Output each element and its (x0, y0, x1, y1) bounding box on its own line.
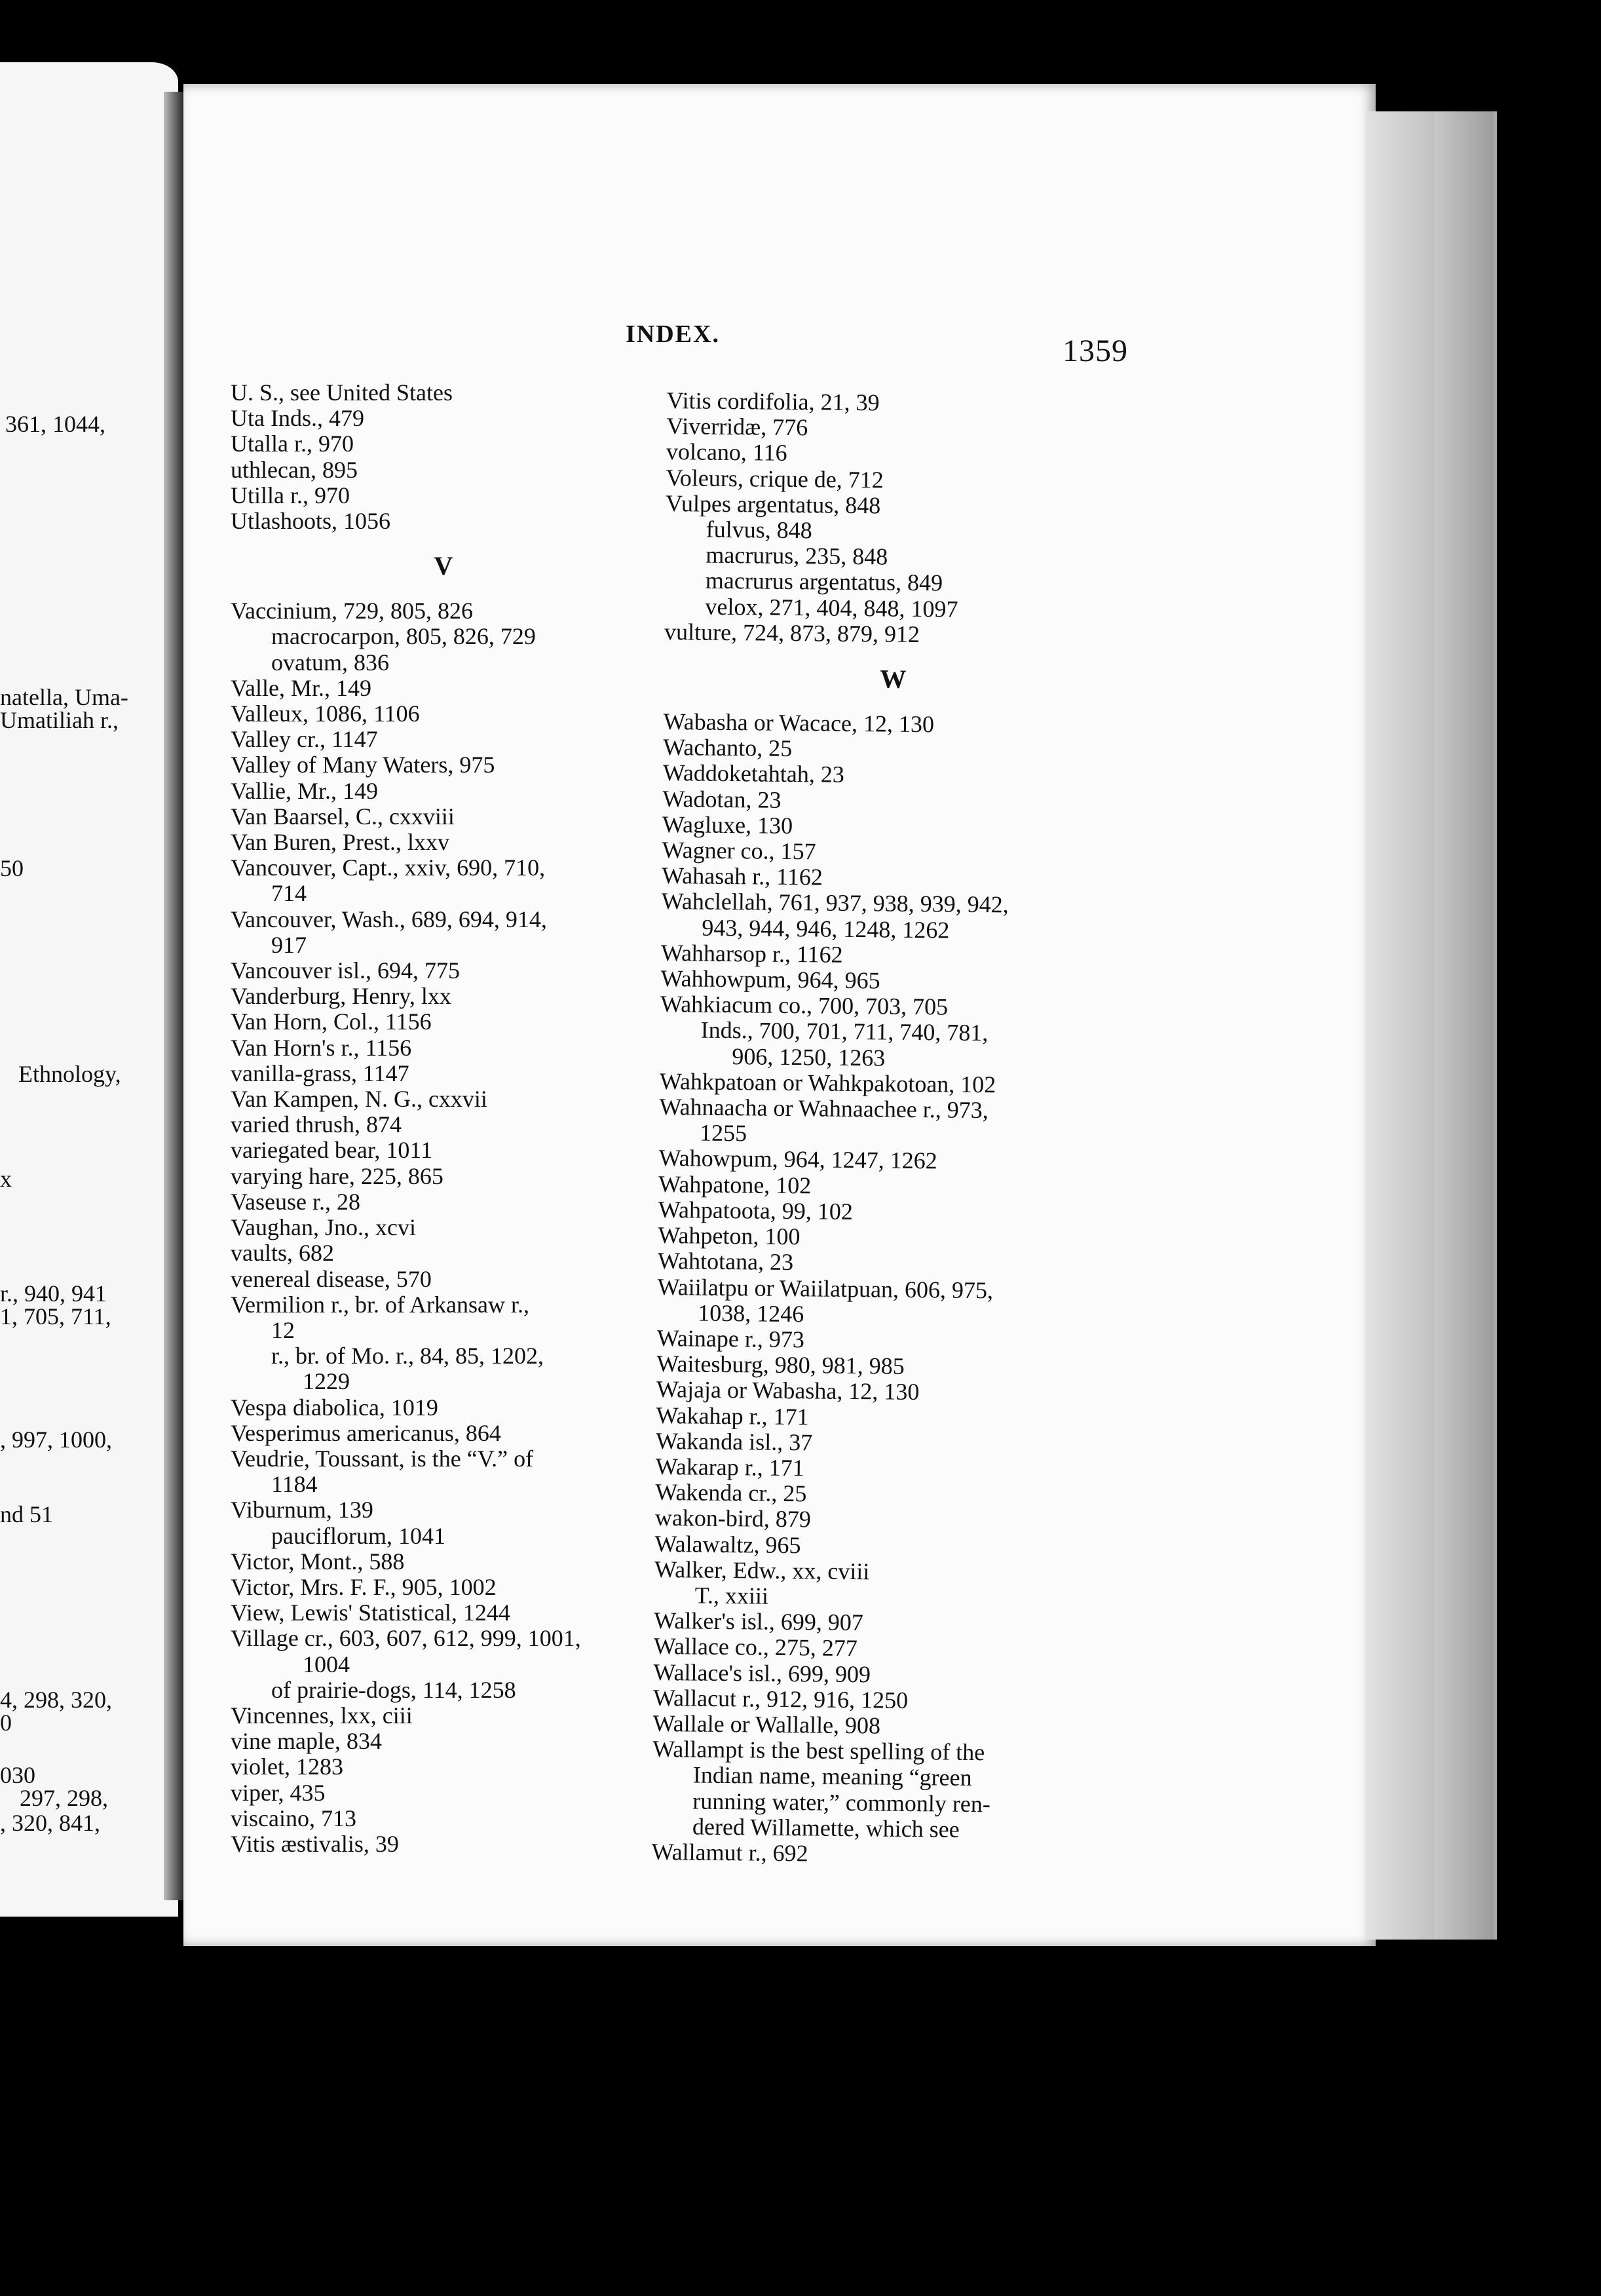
index-entry: Wabasha or Wacace, 12, 130 (663, 708, 935, 738)
index-entry: Waitesburg, 980, 981, 985 (656, 1350, 905, 1379)
index-entry: Veudrie, Toussant, is the “V.” of (231, 1445, 534, 1472)
index-entry: Wallacut r., 912, 916, 1250 (652, 1684, 909, 1713)
index-entry: Wahpeton, 100 (658, 1222, 800, 1250)
index-entry: Wallace co., 275, 277 (653, 1633, 858, 1662)
index-entry: volcano, 116 (666, 438, 787, 467)
index-subentry: 1229 (303, 1368, 350, 1395)
index-entry: varied thrush, 874 (231, 1111, 402, 1138)
facing-page (0, 62, 178, 1917)
index-subentry: 1004 (303, 1651, 350, 1677)
index-subentry: pauciflorum, 1041 (271, 1522, 445, 1549)
index-subentry: T., xxiii (694, 1582, 769, 1609)
index-subentry: 917 (271, 931, 307, 958)
index-subentry: 12 (271, 1316, 295, 1343)
index-entry: Wallamut r., 692 (651, 1838, 808, 1867)
index-subentry: 943, 944, 946, 1248, 1262 (702, 914, 950, 944)
index-entry: Valley of Many Waters, 975 (231, 752, 495, 778)
index-subentry: r., br. of Mo. r., 84, 85, 1202, (271, 1343, 544, 1369)
index-entry: Van Buren, Prest., lxxv (231, 829, 449, 856)
facing-page-fragment: 4, 298, 320, (0, 1687, 112, 1713)
index-subentry: Indian name, meaning “green (692, 1761, 972, 1791)
index-entry: Walawaltz, 965 (654, 1530, 801, 1558)
index-entry: Wagluxe, 130 (662, 811, 793, 839)
index-entry: View, Lewis' Statistical, 1244 (231, 1599, 510, 1626)
index-subentry: macrocarpon, 805, 826, 729 (271, 623, 536, 650)
index-entry: Wakenda cr., 25 (655, 1479, 807, 1507)
index-entry: Viburnum, 139 (231, 1497, 373, 1523)
facing-page-fragment: 361, 1044, (5, 411, 105, 437)
index-subentry: 1184 (271, 1471, 318, 1498)
index-entry: Wakahap r., 171 (656, 1402, 809, 1430)
index-entry: Wakarap r., 171 (655, 1453, 804, 1482)
index-subentry: 714 (271, 880, 307, 907)
section-letter: W (880, 664, 907, 694)
facing-page-fragment: nd 51 (0, 1501, 53, 1527)
index-column-left (231, 380, 656, 1857)
index-entry: Utlashoots, 1056 (231, 508, 391, 535)
index-entry: Wahpatoota, 99, 102 (658, 1196, 854, 1225)
index-entry: vine maple, 834 (231, 1728, 382, 1755)
index-entry: Vaughan, Jno., xcvi (231, 1214, 416, 1241)
index-entry: venereal disease, 570 (231, 1265, 432, 1292)
page-title: INDEX. (626, 320, 720, 348)
facing-page-fragment: Ethnology, (18, 1061, 121, 1087)
index-entry: viper, 435 (231, 1779, 326, 1806)
index-entry: Valley cr., 1147 (231, 726, 378, 753)
index-entry: Vancouver, Wash., 689, 694, 914, (231, 906, 547, 932)
index-subentry: macrurus, 235, 848 (706, 541, 888, 570)
index-subentry: macrurus argentatus, 849 (705, 567, 943, 596)
index-entry: varying hare, 225, 865 (231, 1162, 443, 1189)
index-entry: Vespa diabolica, 1019 (231, 1394, 438, 1421)
index-entry: Van Baarsel, C., cxxviii (231, 803, 455, 830)
index-entry: Walker's isl., 699, 907 (654, 1607, 864, 1636)
index-entry: Vallie, Mr., 149 (231, 777, 378, 804)
index-subentry: fulvus, 848 (706, 516, 812, 544)
index-entry: Waiilatpu or Waiilatpuan, 606, 975, (657, 1273, 994, 1303)
index-entry: Wagner co., 157 (662, 837, 816, 865)
page-number: 1359 (1063, 334, 1128, 368)
index-entry: Wahtotana, 23 (657, 1248, 794, 1276)
book-gutter (164, 92, 183, 1900)
index-subentry: 906, 1250, 1263 (732, 1043, 886, 1071)
index-entry: Waddoketahtah, 23 (662, 759, 845, 788)
index-entry: Vancouver, Capt., xxiv, 690, 710, (231, 854, 546, 881)
index-entry: Uta Inds., 479 (231, 405, 364, 432)
index-subentry: Inds., 700, 701, 711, 740, 781, (700, 1017, 989, 1046)
index-entry: Wahpatone, 102 (658, 1170, 812, 1199)
facing-page-fragment: 1, 705, 711, (0, 1303, 111, 1330)
facing-page-fragment: , 997, 1000, (0, 1426, 112, 1453)
facing-page-fragment: x (0, 1166, 12, 1192)
facing-page-fragment: r., 940, 941 (0, 1280, 107, 1307)
index-subentry: 1255 (699, 1119, 747, 1147)
index-entry: Wallampt is the best spelling of the (652, 1736, 985, 1766)
index-entry: Wadotan, 23 (662, 785, 782, 813)
index-entry: Wahhowpum, 964, 965 (660, 965, 880, 994)
index-column-right (651, 388, 1125, 1869)
index-entry: Wakanda isl., 37 (655, 1427, 813, 1456)
index-entry: Utilla r., 970 (231, 482, 350, 508)
index-subentry: running water,” commonly ren- (692, 1788, 991, 1817)
index-entry: uthlecan, 895 (231, 456, 358, 483)
facing-page-fragment: , 320, 841, (0, 1810, 100, 1836)
index-entry: Wahowpum, 964, 1247, 1262 (658, 1145, 937, 1174)
index-entry: Vanderburg, Henry, lxx (231, 983, 451, 1010)
index-entry: Valle, Mr., 149 (231, 674, 371, 701)
index-entry: vaults, 682 (231, 1240, 334, 1267)
facing-page-fragment: 0 (0, 1710, 12, 1736)
index-entry: Vaccinium, 729, 805, 826 (231, 598, 473, 624)
index-subentry: ovatum, 836 (271, 649, 389, 676)
index-entry: Wahharsop r., 1162 (660, 939, 843, 968)
index-entry: Vermilion r., br. of Arkansaw r., (231, 1291, 529, 1318)
index-entry: Valleux, 1086, 1106 (231, 700, 420, 727)
index-entry: variegated bear, 1011 (231, 1137, 433, 1164)
index-entry: violet, 1283 (231, 1753, 343, 1780)
index-entry: Wainape r., 973 (656, 1324, 805, 1353)
index-entry: Vesperimus americanus, 864 (231, 1419, 501, 1446)
index-entry: vanilla-grass, 1147 (231, 1060, 409, 1086)
section-letter: V (434, 551, 453, 581)
index-entry: Van Horn's r., 1156 (231, 1034, 412, 1061)
index-entry: Utalla r., 970 (231, 430, 354, 457)
index-entry: Vancouver isl., 694, 775 (231, 957, 460, 984)
index-entry: Vaseuse r., 28 (231, 1188, 360, 1215)
index-entry: vulture, 724, 873, 879, 912 (664, 618, 920, 647)
index-entry: Wahkpatoan or Wahkpakotoan, 102 (659, 1067, 996, 1098)
index-entry: Wallace's isl., 699, 909 (653, 1658, 871, 1687)
index-entry: Vitis cordifolia, 21, 39 (666, 387, 880, 416)
index-entry: Voleurs, crique de, 712 (666, 464, 884, 493)
index-subentry: velox, 271, 404, 848, 1097 (705, 593, 958, 622)
index-entry: Wajaja or Wabasha, 12, 130 (656, 1376, 920, 1406)
index-subentry: of prairie-dogs, 114, 1258 (271, 1676, 516, 1703)
index-entry: Wahnaacha or Wahnaachee r., 973, (659, 1094, 989, 1124)
index-entry: wakon-bird, 879 (654, 1504, 812, 1533)
facing-page-fragment: 030 (0, 1762, 35, 1788)
index-entry: Wahasah r., 1162 (661, 862, 823, 890)
index-entry: Victor, Mrs. F. F., 905, 1002 (231, 1573, 497, 1600)
facing-page-fragment: 297, 298, (20, 1785, 108, 1811)
index-entry: Van Kampen, N. G., cxxvii (231, 1086, 487, 1113)
index-entry: Wahkiacum co., 700, 703, 705 (660, 991, 949, 1020)
index-entry: U. S., see United States (231, 379, 453, 406)
index-entry: Walker, Edw., xx, cviii (654, 1556, 870, 1585)
index-entry: Van Horn, Col., 1156 (231, 1008, 432, 1035)
index-entry: Wallale or Wallalle, 908 (652, 1710, 881, 1739)
index-entry: Viverridæ, 776 (666, 413, 808, 441)
index-entry: Vulpes argentatus, 848 (665, 489, 881, 519)
facing-page-fragment: natella, Uma- (0, 684, 128, 710)
page-edges-shade (1435, 111, 1494, 1940)
index-entry: Wahclellah, 761, 937, 938, 939, 942, (661, 888, 1009, 918)
index-entry: Vitis æstivalis, 39 (231, 1830, 399, 1857)
index-entry: Wachanto, 25 (663, 734, 793, 762)
index-subentry: 1038, 1246 (698, 1299, 804, 1327)
index-entry: Vincennes, lxx, ciii (231, 1702, 413, 1729)
index-subentry: dered Willamette, which see (692, 1813, 960, 1843)
index-entry: viscaino, 713 (231, 1805, 356, 1831)
index-entry: Village cr., 603, 607, 612, 999, 1001, (231, 1625, 581, 1652)
facing-page-fragment: Umatiliah r., (0, 707, 119, 733)
index-entry: Victor, Mont., 588 (231, 1548, 405, 1575)
facing-page-fragment: 50 (0, 855, 24, 881)
